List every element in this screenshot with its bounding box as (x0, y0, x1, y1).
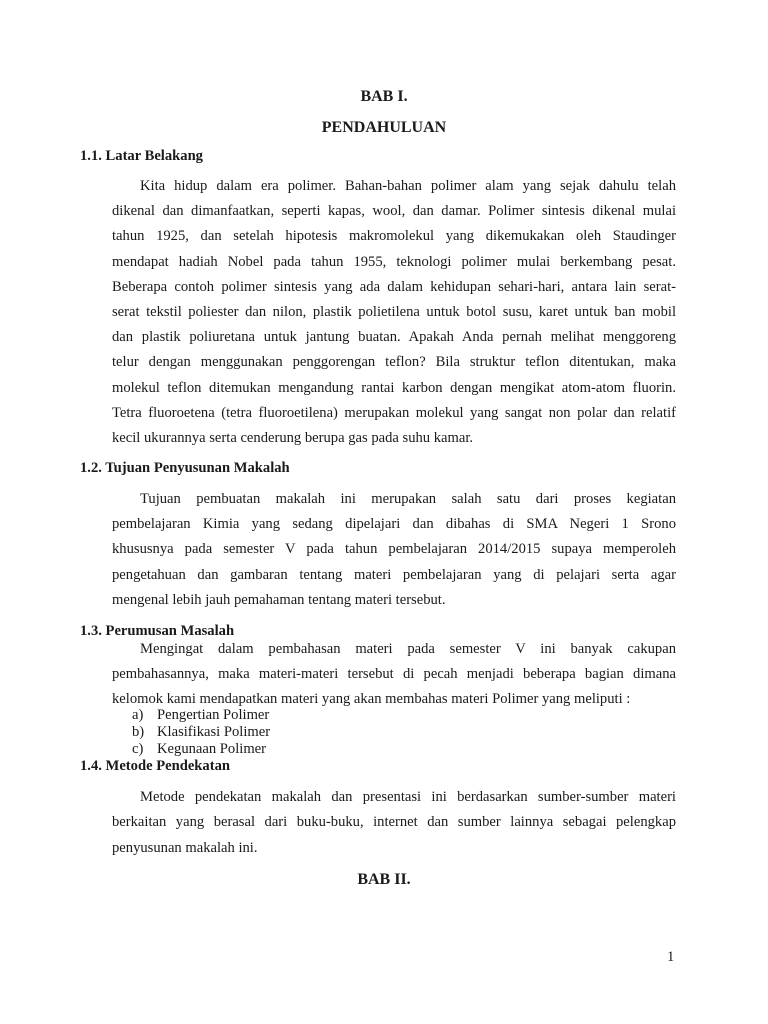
page-number: 1 (667, 949, 675, 965)
list-marker: c) (132, 741, 144, 757)
list-item: Kegunaan Polimer (157, 741, 267, 757)
list-item: Pengertian Polimer (157, 707, 270, 723)
paragraph-line: tahun 1925, dan setelah hipotesis makromolekul yang dikemukakan oleh Staudinger (112, 228, 676, 245)
paragraph-line: pembelajaran Kimia yang sedang dipelajari dan dibahas di SMA Negeri 1 Srono (112, 516, 676, 533)
paragraph-line: Mengingat dalam pembahasan materi pada semester V ini banyak cakupan (140, 641, 676, 657)
paragraph-line: pembahasannya, maka materi-materi tersebut di pecah menjadi beberapa bagian dimana (112, 665, 676, 682)
paragraph-line: serat tekstil poliester dan nilon, plastik polietilena untuk botol susu, karet untuk ban mobil (112, 304, 676, 320)
paragraph-line: mengenal lebih jauh pemahaman tentang materi tersebut. (112, 591, 446, 608)
paragraph-line: berkaitan yang berasal dari buku-buku, internet dan sumber lainnya sebagai pelengkap (112, 814, 676, 831)
next-chapter-title: BAB II. (357, 871, 411, 888)
paragraph-line: Beberapa contoh polimer sintesis yang ada dalam kehidupan sehari-hari, antara lain serat- (112, 278, 676, 295)
paragraph-line: dan plastik poliuretana untuk jantung buatan. Apakah Anda pernah melihat menggoreng (112, 329, 676, 346)
paragraph-line: pengetahuan dan gambaran tentang materi pembelajaran yang di pelajari serta agar (112, 566, 676, 583)
paragraph-line: khususnya pada semester V pada tahun pembelajaran 2014/2015 supaya memperoleh (112, 541, 676, 558)
section-heading-1-1: 1.1. Latar Belakang (80, 148, 203, 164)
section-heading-1-4: 1.4. Metode Pendekatan (80, 758, 230, 774)
chapter-title: BAB I. (360, 88, 408, 105)
paragraph-line: telur dengan menggunakan penggorengan teflon? Bila struktur teflon ditentukan, maka (112, 354, 676, 371)
chapter-subtitle: PENDAHULUAN (321, 119, 447, 136)
paragraph-line: Kita hidup dalam era polimer. Bahan-bahan polimer alam yang sejak dahulu telah (140, 178, 676, 194)
paragraph-line: kelomok kami mendapatkan materi yang akan membahas materi Polimer yang meliputi : (112, 690, 631, 707)
paragraph-line: Tetra fluoroetena (tetra fluoroetilena) merupakan molekul yang sangat non polar dan relatif (112, 404, 676, 421)
paragraph-line: Metode pendekatan makalah dan presentasi ini berdasarkan sumber-sumber materi (140, 789, 676, 805)
section-heading-1-2: 1.2. Tujuan Penyusunan Makalah (80, 460, 290, 476)
paragraph-line: dikenal dan dimanfaatkan, seperti kapas, wool, dan damar. Polimer sintesis dikenal mulai (112, 203, 676, 220)
list-marker: a) (132, 707, 144, 723)
list-item: Klasifikasi Polimer (157, 724, 271, 740)
section-heading-1-3: 1.3. Perumusan Masalah (80, 623, 235, 639)
paragraph-line: Tujuan pembuatan makalah ini merupakan salah satu dari proses kegiatan (140, 491, 676, 507)
paragraph-line: molekul teflon ditemukan mengandung rantai karbon dengan mengikat atom-atom fluorin. (112, 379, 676, 396)
paragraph-line: mendapat hadiah Nobel pada tahun 1955, teknologi polimer mulai berkembang pesat. (112, 253, 676, 270)
paragraph-line: penyusunan makalah ini. (112, 839, 258, 856)
paragraph-line: kecil ukurannya serta cenderung berupa gas pada suhu kamar. (112, 430, 474, 446)
list-marker: b) (132, 724, 145, 740)
